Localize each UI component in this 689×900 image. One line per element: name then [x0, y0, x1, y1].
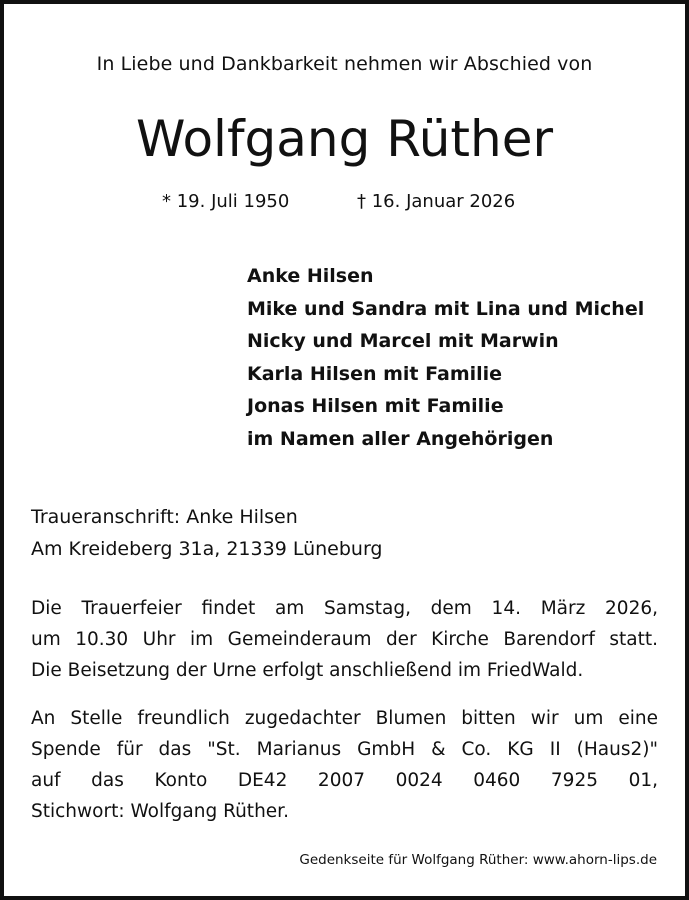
family-member: Nicky und Marcel mit Marwin	[247, 330, 559, 352]
donation-line: Spende für das "St. Marianus GmbH & Co. KG II (Haus2)"	[31, 739, 658, 760]
ceremony-line: Die Trauerfeier findet am Samstag, dem 14. März 2026,	[31, 598, 658, 619]
family-member: Jonas Hilsen mit Familie	[247, 395, 504, 417]
memorial-page-link[interactable]: Gedenkseite für Wolfgang Rüther: www.ahorn-lips.de	[299, 852, 657, 868]
ceremony-line: um 10.30 Uhr im Gemeinderaum der Kirche Barendorf statt.	[31, 629, 658, 650]
mourning-address	[31, 501, 383, 565]
donation-line: auf das Konto DE42 2007 0024 0460 7925 01,	[31, 770, 658, 791]
donation-line: Stichwort: Wolfgang Rüther.	[31, 801, 289, 822]
death-date: † 16. Januar 2026	[357, 191, 516, 212]
family-member: im Namen aller Angehörigen	[247, 427, 554, 450]
ceremony-paragraph	[31, 593, 658, 686]
ceremony-line: Die Beisetzung der Urne erfolgt anschließend im FriedWald.	[31, 660, 584, 681]
family-list	[247, 260, 644, 455]
intro-text: In Liebe und Dankbarkeit nehmen wir Abschied von	[96, 53, 593, 75]
deceased-name: Wolfgang Rüther	[135, 110, 554, 168]
family-member: Karla Hilsen mit Familie	[247, 362, 503, 385]
address-line: Traueranschrift: Anke Hilsen	[31, 506, 298, 528]
family-member: Anke Hilsen	[247, 265, 374, 287]
birth-date: * 19. Juli 1950	[162, 191, 290, 212]
donation-paragraph	[31, 703, 658, 827]
donation-line: An Stelle freundlich zugedachter Blumen bitten wir um eine	[31, 708, 658, 729]
address-line: Am Kreideberg 31a, 21339 Lüneburg	[31, 538, 383, 560]
family-member: Mike und Sandra mit Lina und Michel	[247, 297, 645, 320]
